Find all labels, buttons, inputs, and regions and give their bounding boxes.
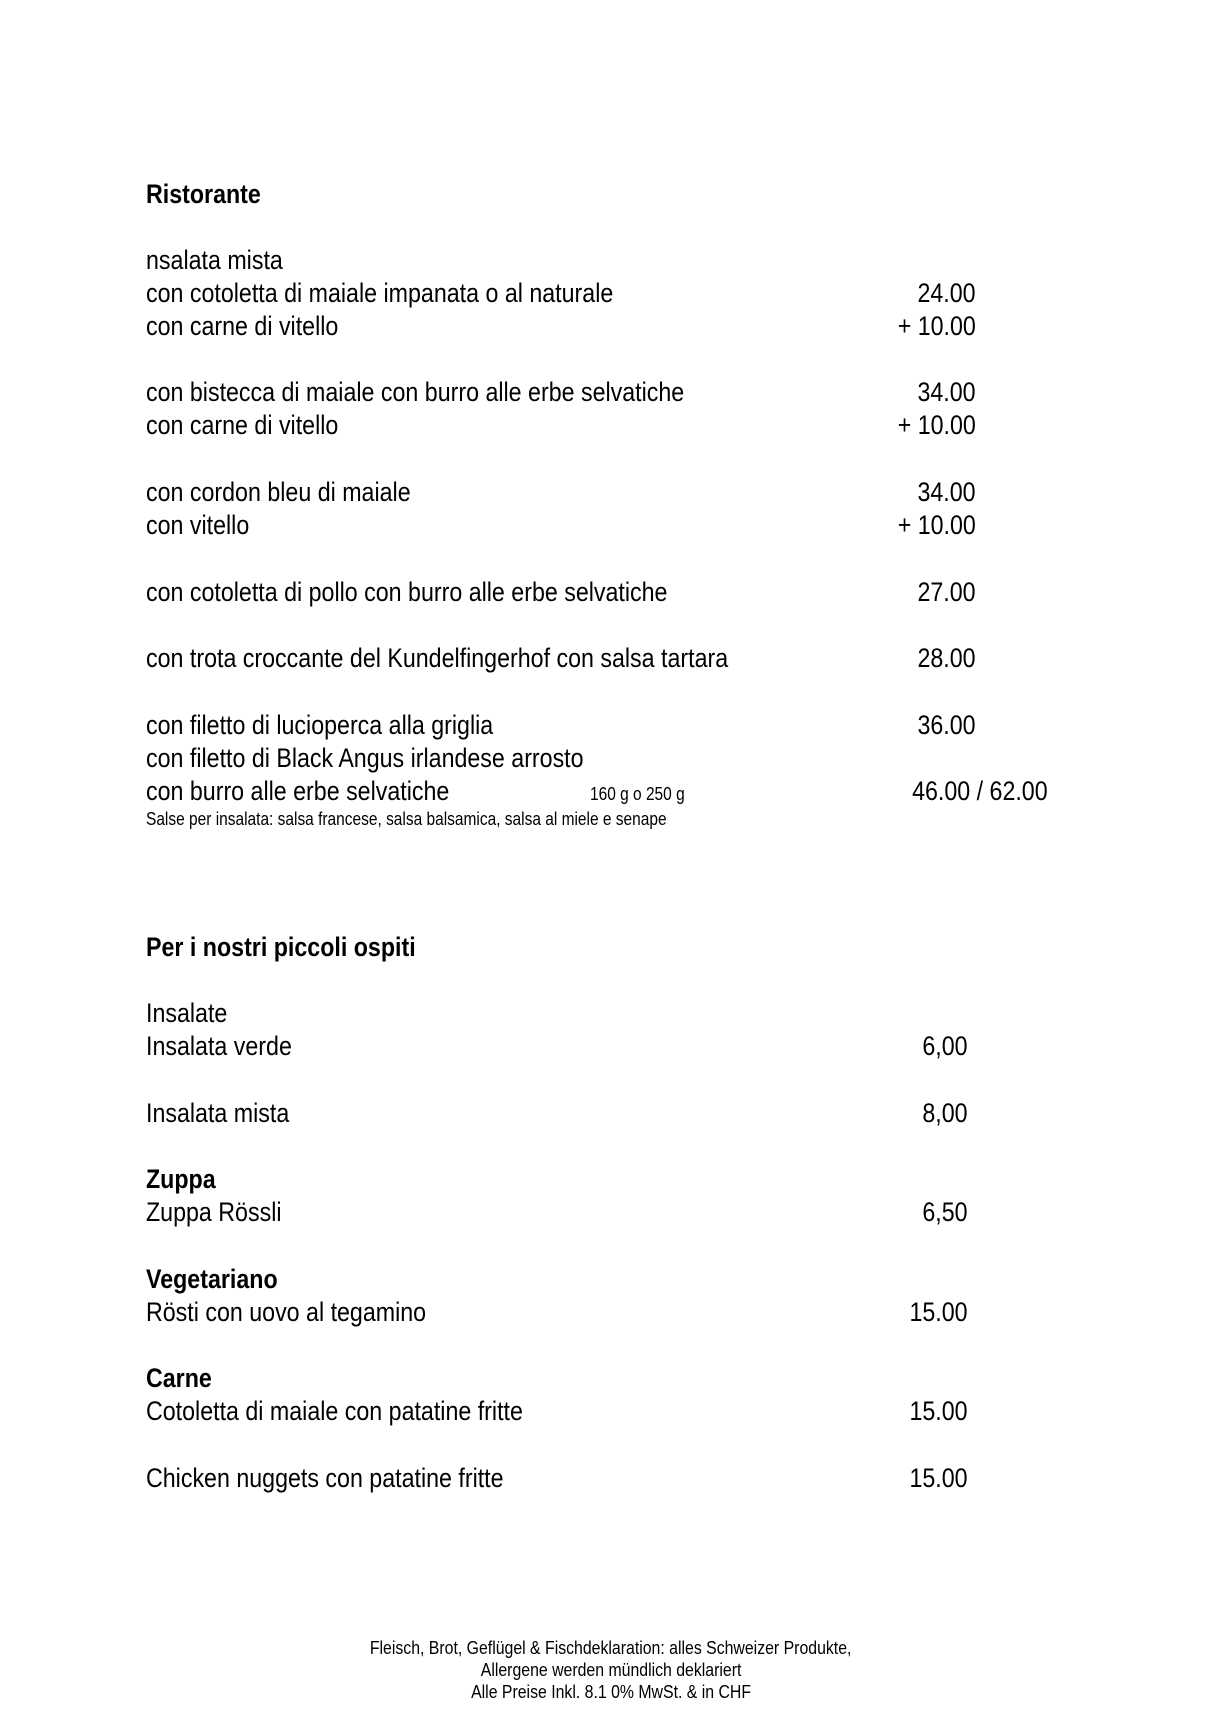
menu-item-price: 6,50 xyxy=(922,1197,968,1227)
menu-item-price: 46.00 / 62.00 xyxy=(912,776,1048,806)
menu-item-price: 8,00 xyxy=(922,1098,968,1128)
dressing-note: Salse per insalata: salsa francese, salsa balsamica, salsa al miele e senape xyxy=(146,809,667,829)
menu-item-label: con cotoletta di maiale impanata o al naturale xyxy=(146,278,614,308)
footer-line xyxy=(0,1681,1222,1703)
kids-group-heading: Vegetariano xyxy=(146,1264,278,1294)
menu-item-price: 15.00 xyxy=(909,1396,968,1426)
menu-item-price: 15.00 xyxy=(909,1463,968,1493)
kids-group-heading: Insalate xyxy=(146,998,228,1028)
menu-item-price: 27.00 xyxy=(917,577,976,607)
menu-item-label: Chicken nuggets con patatine fritte xyxy=(146,1463,504,1493)
menu-item-weight: 160 g o 250 g xyxy=(590,784,685,804)
menu-item-label: con filetto di lucioperca alla griglia xyxy=(146,710,494,740)
footer-line xyxy=(0,1659,1222,1681)
footer-text: Allergene werden mündlich deklariert xyxy=(480,1660,742,1680)
menu-item-price: + 10.00 xyxy=(897,510,976,540)
menu-item-price: + 10.00 xyxy=(897,410,976,440)
menu-item-label: Insalata mista xyxy=(146,1098,290,1128)
ristorante-title: Ristorante xyxy=(146,179,261,209)
menu-item-price: 34.00 xyxy=(917,477,976,507)
menu-item-label: Zuppa Rössli xyxy=(146,1197,282,1227)
footer-text: Fleisch, Brot, Geflügel & Fischdeklaration: alles Schweizer Produkte, xyxy=(370,1638,852,1658)
menu-item-label: Rösti con uovo al tegamino xyxy=(146,1297,427,1327)
menu-item-label: con trota croccante del Kundelfingerhof con salsa tartara xyxy=(146,643,729,673)
insalata-mista-label: nsalata mista xyxy=(146,245,283,275)
footer-text: Alle Preise Inkl. 8.1 0% MwSt. & in CHF xyxy=(471,1682,751,1702)
menu-item-price: 15.00 xyxy=(909,1297,968,1327)
menu-item-price: + 10.00 xyxy=(897,311,976,341)
menu-item-label: con burro alle erbe selvatiche xyxy=(146,776,450,806)
menu-item-label: Insalata verde xyxy=(146,1031,292,1061)
menu-item-price: 34.00 xyxy=(917,377,976,407)
menu-item-label: con cotoletta di pollo con burro alle erbe selvatiche xyxy=(146,577,668,607)
menu-item-price: 28.00 xyxy=(917,643,976,673)
menu-item-label: con carne di vitello xyxy=(146,311,339,341)
menu-item-price: 6,00 xyxy=(922,1031,968,1061)
menu-item-label: Cotoletta di maiale con patatine fritte xyxy=(146,1396,523,1426)
menu-item-label: con bistecca di maiale con burro alle erbe selvatiche xyxy=(146,377,685,407)
kids-group-heading: Carne xyxy=(146,1363,212,1393)
kids-group-heading: Zuppa xyxy=(146,1164,216,1194)
footer-line xyxy=(0,1637,1222,1659)
menu-item-label: con filetto di Black Angus irlandese arrosto xyxy=(146,743,584,773)
menu-item-price: 36.00 xyxy=(917,710,976,740)
menu-item-price: 24.00 xyxy=(917,278,976,308)
menu-item-label: con vitello xyxy=(146,510,250,540)
menu-item-label: con cordon bleu di maiale xyxy=(146,477,411,507)
menu-item-label: con carne di vitello xyxy=(146,410,339,440)
kids-title: Per i nostri piccoli ospiti xyxy=(146,932,416,962)
